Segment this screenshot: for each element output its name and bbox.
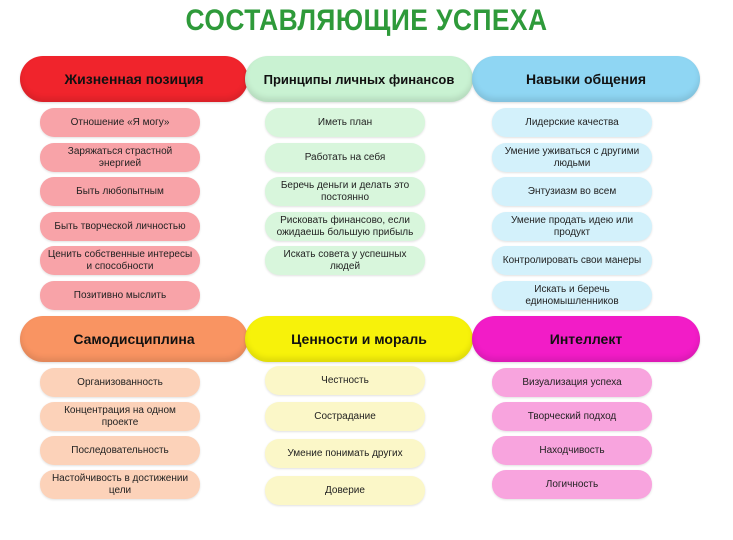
- list-item: Беречь деньги и делать это постоянно: [265, 177, 425, 206]
- list-item: Последовательность: [40, 436, 200, 465]
- list-item: Ценить собственные интересы и способности: [40, 246, 200, 275]
- list-item: Логичность: [492, 470, 652, 499]
- list-item: Иметь план: [265, 108, 425, 137]
- column-header: Жизненная позиция: [20, 56, 248, 102]
- list-item: Заряжаться страстной энергией: [40, 143, 200, 172]
- list-item: Сострадание: [265, 402, 425, 431]
- column-header: Навыки общения: [472, 56, 700, 102]
- list-item: Лидерские качества: [492, 108, 652, 137]
- list-item: Рисковать финансово, если ожидаешь большую прибыль: [265, 212, 425, 241]
- list-item: Отношение «Я могу»: [40, 108, 200, 137]
- list-item: Искать совета у успешных людей: [265, 246, 425, 275]
- column-header: Ценности и мораль: [245, 316, 473, 362]
- list-item: Позитивно мыслить: [40, 281, 200, 310]
- list-item: Находчивость: [492, 436, 652, 465]
- list-item: Честность: [265, 366, 425, 395]
- page-title: СОСТАВЛЯЮЩИЕ УСПЕХА: [185, 4, 548, 37]
- list-item: Работать на себя: [265, 143, 425, 172]
- column-header: Интеллект: [472, 316, 700, 362]
- column-header: Самодисциплина: [20, 316, 248, 362]
- list-item: Умение уживаться с другими людьми: [492, 143, 652, 172]
- list-item: Творческий подход: [492, 402, 652, 431]
- list-item: Визуализация успеха: [492, 368, 652, 397]
- list-item: Контролировать свои манеры: [492, 246, 652, 275]
- list-item: Концентрация на одном проекте: [40, 402, 200, 431]
- list-item: Быть любопытным: [40, 177, 200, 206]
- column-header: Принципы личных финансов: [245, 56, 473, 102]
- list-item: Доверие: [265, 476, 425, 505]
- list-item: Умение понимать других: [265, 439, 425, 468]
- list-item: Энтузиазм во всем: [492, 177, 652, 206]
- list-item: Организованность: [40, 368, 200, 397]
- list-item: Искать и беречь единомышленников: [492, 281, 652, 310]
- list-item: Быть творческой личностью: [40, 212, 200, 241]
- list-item: Настойчивость в достижении цели: [40, 470, 200, 499]
- list-item: Умение продать идею или продукт: [492, 212, 652, 241]
